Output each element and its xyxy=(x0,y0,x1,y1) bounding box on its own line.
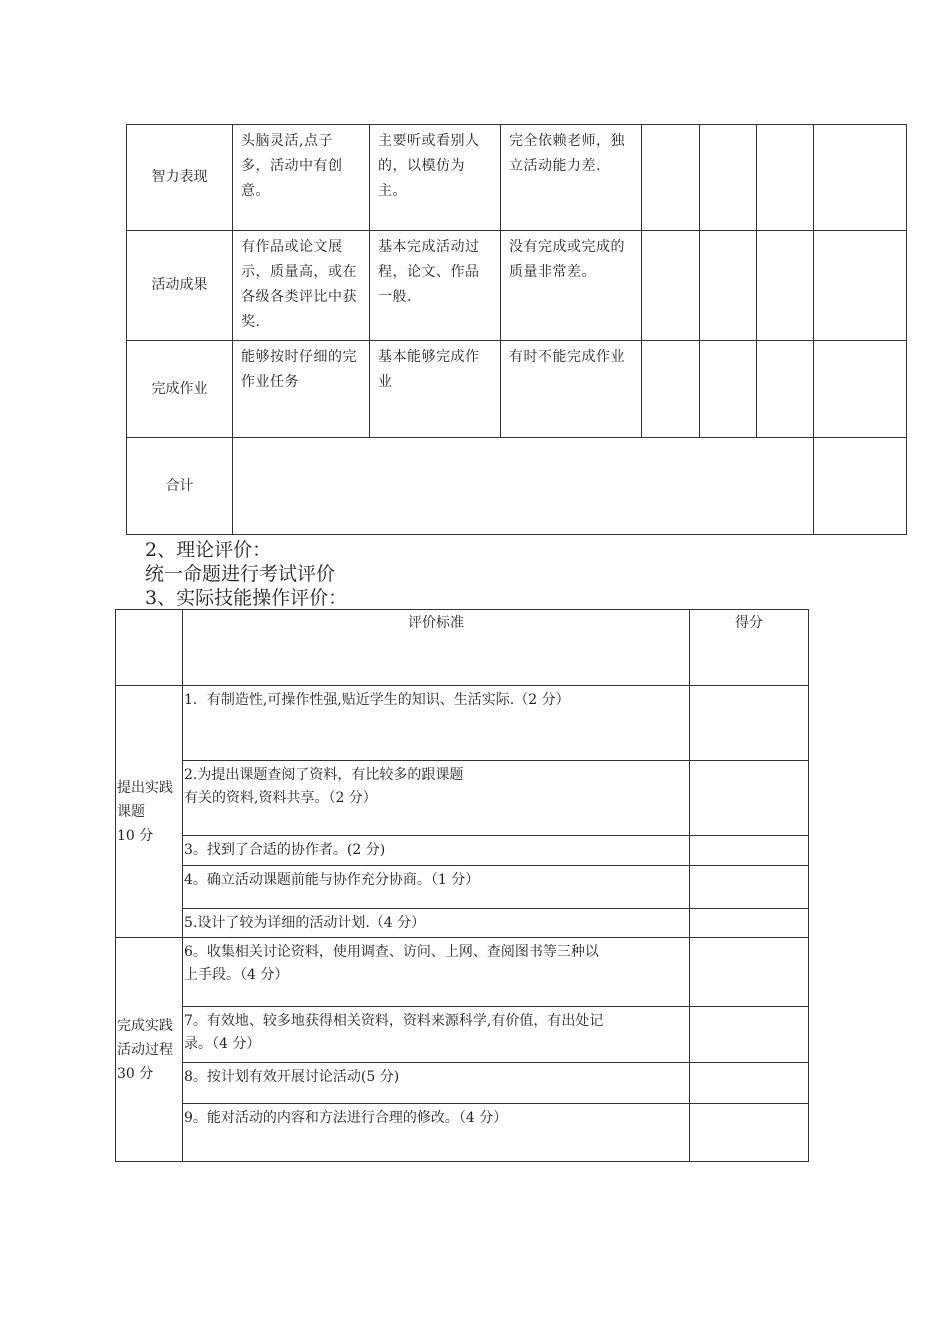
criterion-item xyxy=(183,909,690,938)
category-propose-topic xyxy=(116,686,183,938)
header-criteria: 评价标准 xyxy=(183,610,690,686)
criteria-excellent: 有作品或论文展示，质量高，或在各级各类评比中获奖. xyxy=(233,231,370,341)
category-points: 30 分 xyxy=(117,1065,154,1082)
header-score: 得分 xyxy=(690,610,809,686)
criteria-average: 基本能够完成作业 xyxy=(370,341,501,438)
score-cell[interactable] xyxy=(700,231,757,341)
table-row xyxy=(116,1063,809,1104)
criteria-poor: 完全依赖老师，独立活动能力差. xyxy=(501,125,642,231)
criterion-text: 4。确立活动课题前能与协作充分协商。（1 分） xyxy=(184,872,480,888)
score-cell[interactable] xyxy=(757,341,814,438)
total-score-cell[interactable] xyxy=(814,438,907,535)
criterion-item xyxy=(183,686,690,761)
table-row xyxy=(116,686,809,761)
criterion-text: 5.设计了较为详细的活动计划.（4 分） xyxy=(184,915,426,931)
theory-heading: 2、理论评价： xyxy=(145,539,272,561)
table-row xyxy=(116,866,809,909)
score-cell[interactable] xyxy=(690,909,809,938)
category-line: 活动过程 xyxy=(117,1041,173,1058)
score-cell[interactable] xyxy=(690,1063,809,1104)
table-row xyxy=(127,231,907,341)
criteria-excellent: 能够按时仔细的完作业任务 xyxy=(233,341,370,438)
criterion-item xyxy=(183,938,690,1007)
table-row xyxy=(116,1007,809,1063)
criterion-item xyxy=(183,866,690,909)
table-row xyxy=(116,938,809,1007)
table-row xyxy=(127,341,907,438)
criterion-item xyxy=(183,836,690,866)
table-row xyxy=(116,836,809,866)
criteria-poor: 有时不能完成作业 xyxy=(501,341,642,438)
total-row xyxy=(127,438,907,535)
score-cell[interactable] xyxy=(757,231,814,341)
score-cell[interactable] xyxy=(690,686,809,761)
score-cell[interactable] xyxy=(690,938,809,1007)
criterion-text: 3。找到了合适的协作者。(2 分) xyxy=(184,842,386,858)
score-cell[interactable] xyxy=(700,341,757,438)
score-cell[interactable] xyxy=(690,836,809,866)
criterion-item xyxy=(183,761,690,836)
score-cell[interactable] xyxy=(757,125,814,231)
category-points: 10 分 xyxy=(117,827,154,844)
row-label: 智力表现 xyxy=(127,125,233,231)
criterion-text: 2.为提出课题查阅了资料，有比较多的跟课题 xyxy=(184,767,464,783)
category-line: 提出实践 xyxy=(117,779,173,796)
criterion-text: 7。有效地、较多地获得相关资料，资料来源科学,有价值，有出处记 xyxy=(184,1013,604,1029)
criterion-text: 6。收集相关讨论资料，使用调查、访问、上网、查阅图书等三种以 xyxy=(184,944,599,960)
theory-text: 统一命题进行考试评价 xyxy=(145,563,336,585)
header-row xyxy=(116,610,809,686)
score-cell[interactable] xyxy=(690,1104,809,1162)
evaluation-table-1 xyxy=(126,124,907,535)
total-label: 合计 xyxy=(127,438,233,535)
criteria-poor: 没有完成或完成的质量非常差。 xyxy=(501,231,642,341)
evaluation-table-2 xyxy=(115,609,809,1162)
criterion-item xyxy=(183,1104,690,1162)
row-label: 完成作业 xyxy=(127,341,233,438)
table-row xyxy=(127,125,907,231)
score-cell[interactable] xyxy=(690,866,809,909)
criterion-item xyxy=(183,1063,690,1104)
criterion-text: 8。按计划有效开展讨论活动(5 分) xyxy=(184,1069,400,1085)
score-cell[interactable] xyxy=(814,125,907,231)
criterion-text: 有关的资料,资料共享。（2 分） xyxy=(184,790,377,806)
table-row xyxy=(116,909,809,938)
criterion-text: 9。能对活动的内容和方法进行合理的修改。（4 分） xyxy=(184,1110,508,1126)
criteria-excellent: 头脑灵活,点子多，活动中有创意。 xyxy=(233,125,370,231)
score-cell[interactable] xyxy=(642,341,700,438)
category-line: 完成实践 xyxy=(117,1017,173,1034)
category-line: 课题 xyxy=(117,803,145,820)
total-merged-cell[interactable] xyxy=(233,438,814,535)
table-row xyxy=(116,1104,809,1162)
score-cell[interactable] xyxy=(814,341,907,438)
criteria-average: 主要听或看别人的，以模仿为主。 xyxy=(370,125,501,231)
criterion-text: 上手段。（4 分） xyxy=(184,967,289,983)
table-row xyxy=(116,761,809,836)
criteria-average: 基本完成活动过程，论文、作品一般. xyxy=(370,231,501,341)
score-cell[interactable] xyxy=(690,1007,809,1063)
score-cell[interactable] xyxy=(642,125,700,231)
header-empty-cell xyxy=(116,610,183,686)
score-cell[interactable] xyxy=(814,231,907,341)
score-cell[interactable] xyxy=(690,761,809,836)
row-label: 活动成果 xyxy=(127,231,233,341)
score-cell[interactable] xyxy=(700,125,757,231)
criterion-text: 录。（4 分） xyxy=(184,1036,261,1052)
score-cell[interactable] xyxy=(642,231,700,341)
skills-heading: 3、实际技能操作评价： xyxy=(145,587,348,609)
criterion-text: 1．有制造性,可操作性强,贴近学生的知识、生活实际.（2 分） xyxy=(184,692,570,708)
criterion-item xyxy=(183,1007,690,1063)
category-complete-process xyxy=(116,938,183,1162)
